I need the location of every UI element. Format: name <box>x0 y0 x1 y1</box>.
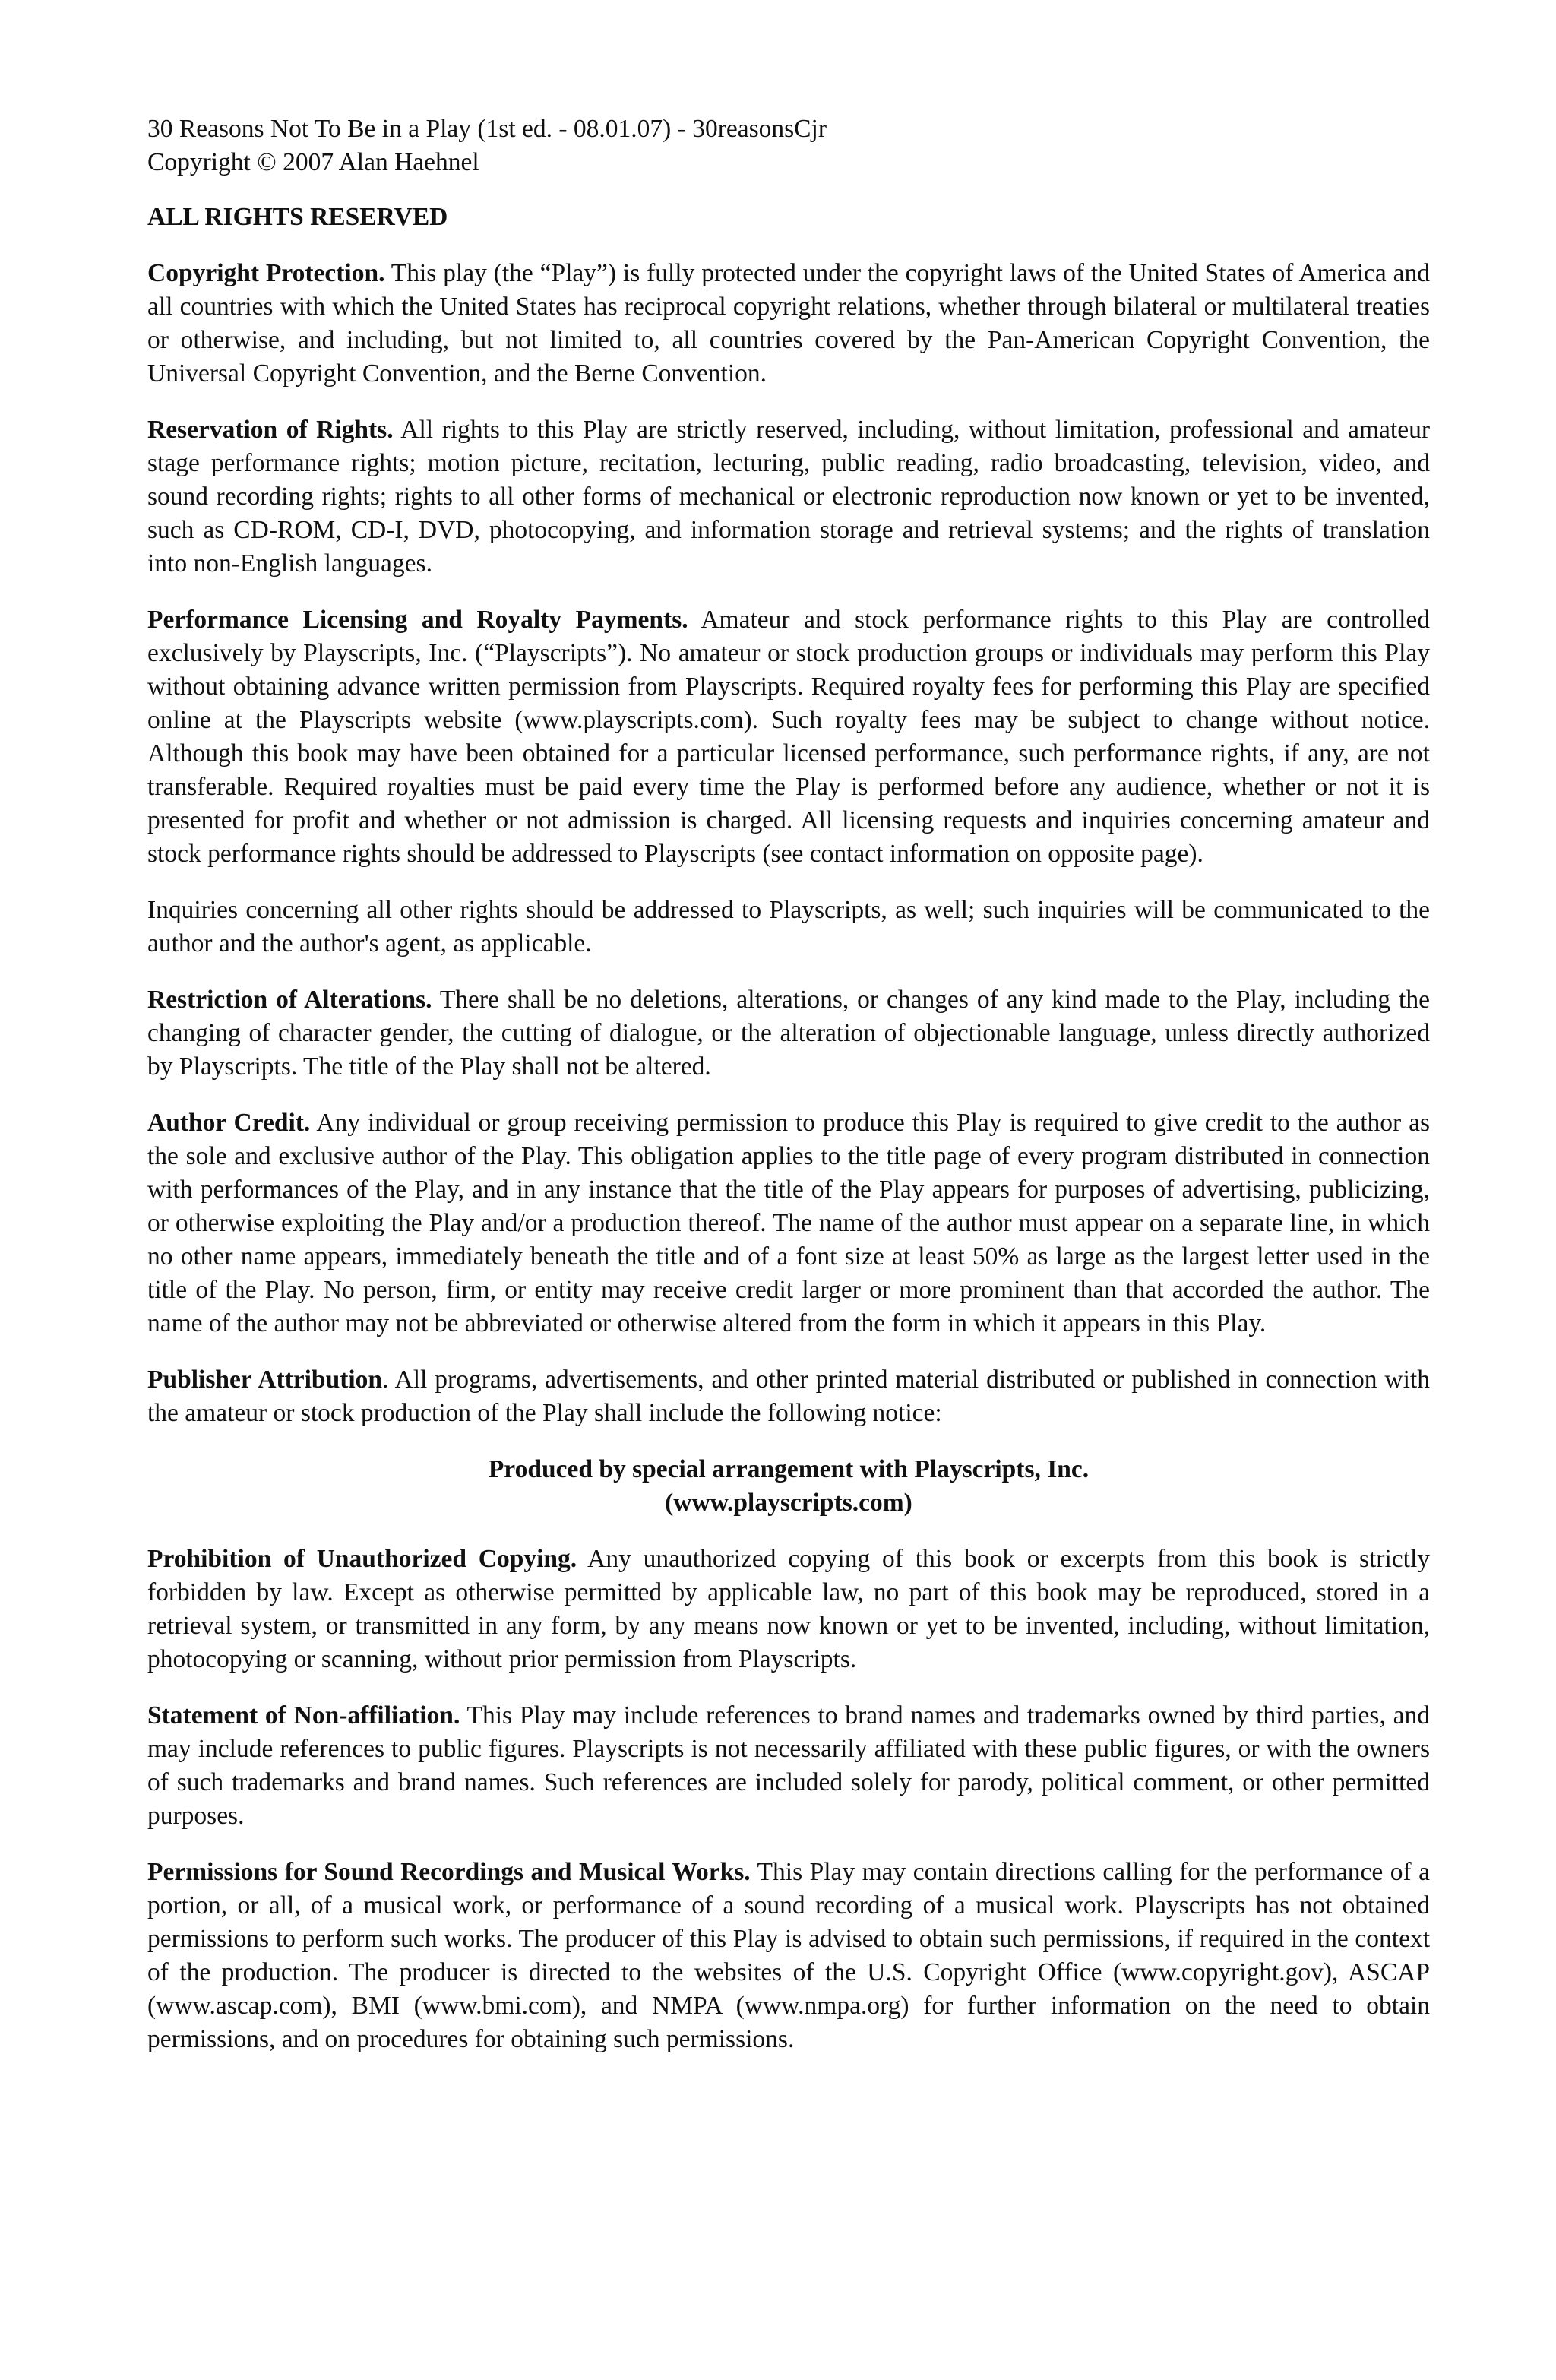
section-lead: Restriction of Alterations. <box>147 986 432 1014</box>
section-body: There shall be no deletions, alterations, or changes of any kind made to the Play, including the changing of character gender, the cutting of dialogue, or the alteration of objectionable language, unless directly authorized by Playscripts. The title of the Play shall not be altered. <box>147 986 1430 1081</box>
section-body: This play (the “Play”) is fully protected under the copyright laws of the United States of America and all countries with which the United States has reciprocal copyright relations, whether through bilateral or multilateral treaties or otherwise, and including, but not limited to, all countries covered by the Pan-American Copyright Convention, the Universal Copyright Convention, and the Berne Convention. <box>147 259 1430 388</box>
document-page <box>147 112 1430 2056</box>
section-lead: Publisher Attribution <box>147 1366 383 1394</box>
section-lead: Author Credit. <box>147 1109 311 1137</box>
section-reservation-of-rights <box>147 413 1430 581</box>
section-other-inquiries <box>147 894 1430 961</box>
section-performance-licensing <box>147 603 1430 871</box>
section-body: This Play may include references to brand names and trademarks owned by third parties, and may include references to public figures. Playscripts is not necessarily affiliated with these public figures, or with the owners of such trademarks and brand names. Such references are included solely for parody, political comment, or other permitted purposes. <box>147 1701 1430 1830</box>
section-publisher-attribution <box>147 1363 1430 1430</box>
section-author-credit <box>147 1106 1430 1340</box>
section-body: This Play may contain directions calling for the performance of a portion, or all, of a musical work, or performance of a sound recording of a musical work. Playscripts has not obtained permissions to perform such works. The producer of this Play is advised to obtain such permissions, if required in the context of the production. The producer is directed to the websites of the U.S. Copyright Office (www.copyright.gov), ASCAP (www.ascap.com), BMI (www.bmi.com), and NMPA (www.nmpa.org) for further information on the need to obtain permissions, and on procedures for obtaining such permissions. <box>147 1858 1430 2053</box>
section-restriction-of-alterations <box>147 983 1430 1084</box>
section-lead: Copyright Protection. <box>147 259 385 287</box>
copyright-line: Copyright © 2007 Alan Haehnel <box>147 148 479 176</box>
section-body: Any individual or group receiving permission to produce this Play is required to give credit to the author as the sole and exclusive author of the Play. This obligation applies to the title page of every program distributed in connection with performances of the Play, and in any instance that the title of the Play appears for purposes of advertising, publicizing, or otherwise exploiting the Play and/or a production thereof. The name of the author must appear on a separate line, in which no other name appears, immediately beneath the title and of a font size at least 50% as large as the largest letter used in the title of the Play. No person, firm, or entity may receive credit larger or more prominent than that accorded the author. The name of the author may not be abbreviated or otherwise altered from the form in which it appears in this Play. <box>147 1109 1430 1337</box>
notice-url: (www.playscripts.com) <box>665 1489 912 1517</box>
section-body: Any unauthorized copying of this book or excerpts from this book is strictly forbidden by law. Except as otherwise permitted by applicable law, no part of this book may be reproduced, stored in a retrieval system, or transmitted in any form, by any means now known or yet to be invented, including, without limitation, photocopying or scanning, without prior permission from Playscripts. <box>147 1545 1430 1673</box>
attribution-notice <box>147 1453 1430 1520</box>
section-lead: Reservation of Rights. <box>147 416 394 444</box>
section-non-affiliation <box>147 1699 1430 1833</box>
section-lead: Permissions for Sound Recordings and Musical Works. <box>147 1858 751 1886</box>
notice-line: Produced by special arrangement with Playscripts, Inc. <box>488 1455 1090 1483</box>
rights-heading: ALL RIGHTS RESERVED <box>147 203 448 231</box>
section-sound-recordings-permissions <box>147 1856 1430 2056</box>
section-body: Inquiries concerning all other rights should be addressed to Playscripts, as well; such inquiries will be communicated to the author and the author's agent, as applicable. <box>147 896 1430 957</box>
section-prohibition-of-copying <box>147 1543 1430 1676</box>
document-title-line: 30 Reasons Not To Be in a Play (1st ed. - 08.01.07) - 30reasonsCjr <box>147 115 827 143</box>
section-copyright-protection <box>147 257 1430 391</box>
section-body: Amateur and stock performance rights to this Play are controlled exclusively by Playscripts, Inc. (“Playscripts”). No amateur or stock production groups or individuals may perform this Play without obtaining advance written permission from Playscripts. Required royalty fees for performing this Play are specified online at the Playscripts website (www.playscripts.com). Such royalty fees may be subject to change without notice. Although this book may have been obtained for a particular licensed performance, such performance rights, if any, are not transferable. Required royalties must be paid every time the Play is performed before any audience, whether or not it is presented for profit and whether or not admission is charged. All licensing requests and inquiries concerning amateur and stock performance rights should be addressed to Playscripts (see contact information on opposite page). <box>147 606 1431 868</box>
section-body: . All programs, advertisements, and other printed material distributed or published in connection with the amateur or stock production of the Play shall include the following notice: <box>147 1366 1430 1427</box>
section-lead: Prohibition of Unauthorized Copying. <box>147 1545 577 1573</box>
section-body: All rights to this Play are strictly reserved, including, without limitation, professional and amateur stage performance rights; motion picture, recitation, lecturing, public reading, radio broadcasting, television, video, and sound recording rights; rights to all other forms of mechanical or electronic reproduction now known or yet to be invented, such as CD-ROM, CD-I, DVD, photocopying, and information storage and retrieval systems; and the rights of translation into non-English languages. <box>147 416 1430 578</box>
section-lead: Statement of Non-affiliation. <box>147 1701 460 1730</box>
section-lead: Performance Licensing and Royalty Payments. <box>147 606 688 634</box>
